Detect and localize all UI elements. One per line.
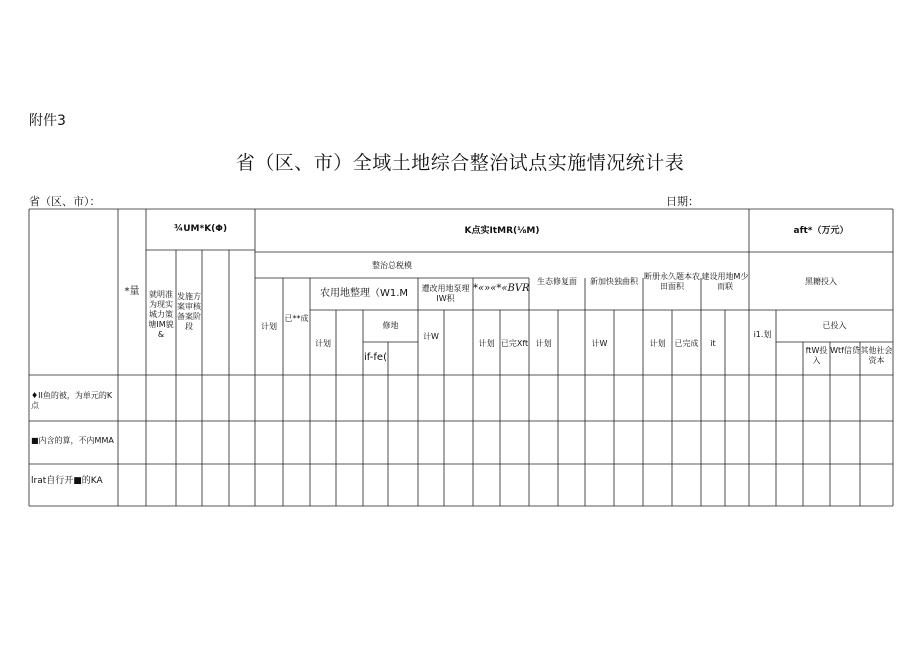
table-row: ♦II鱼的被，为单元的K点 [31, 391, 113, 410]
table-row: ■内含的算，不内MMA [31, 436, 114, 445]
construction-header: 遭改用地泵理IW积 [421, 284, 470, 303]
total-invest-header: 黑耱投入 [805, 277, 837, 286]
g1-sub2-header: 发施方案审核备案阶段 [177, 292, 201, 331]
other-header: *«»«*«BVR [473, 283, 530, 294]
done-header: 已**成 [284, 314, 309, 323]
invested-header: 已投入 [822, 321, 847, 330]
farm-plan-header: 计划 [315, 339, 331, 348]
attachment-number: 附件3 [29, 113, 66, 129]
iffe-header: if-fe( [364, 352, 387, 363]
permanent-header: 断册永久题本农田面积 [644, 272, 700, 291]
g1-sub1-header: 就明准为现实城力策塘IM貌& [148, 290, 174, 339]
done2-header: 已完成 [674, 339, 699, 348]
group1-header: ¾UM*K(Φ) [173, 224, 228, 234]
new-arable-header: 新加快独曲积 [590, 277, 638, 286]
quantity-header: *量 [124, 286, 140, 297]
eco-header: 生态修复面 [537, 277, 577, 286]
scale-header: 整治总税模 [372, 261, 412, 270]
plan-header: 计划 [261, 322, 277, 331]
province-label: 省（区、市）： [29, 195, 101, 208]
ftw-header: ftW投入 [805, 346, 828, 365]
wtf-header: Wtf信贷 [830, 346, 860, 355]
build-reduce-header: 建设用地M少而联 [701, 272, 749, 291]
i1plan-header: i1.划 [753, 330, 772, 339]
jiw2-header: 计W [591, 339, 608, 348]
xiudi-header: 修地 [382, 321, 399, 330]
eco-plan-header: 计划 [535, 339, 552, 348]
group3-header: aft*（万元） [793, 226, 849, 236]
perm-plan-header: 计划 [649, 339, 666, 348]
farmland-header: 农用地整理（W1.M [319, 288, 409, 299]
con-plan-header: 计划 [478, 339, 495, 348]
table-row: lrat自行开■的KA [31, 476, 103, 486]
page-title: 省（区、市）全域土地综合整治试点实施情况统计表 [235, 152, 685, 174]
date-label: 日期： [666, 195, 699, 208]
social-header: 其他社会资本 [860, 346, 893, 365]
jiw-header: 计W [423, 332, 439, 341]
done-xft-header: 已完Xft [500, 339, 529, 348]
it-header: it [710, 339, 716, 348]
group2-header: K点实ItMR(⅛M) [464, 226, 540, 236]
